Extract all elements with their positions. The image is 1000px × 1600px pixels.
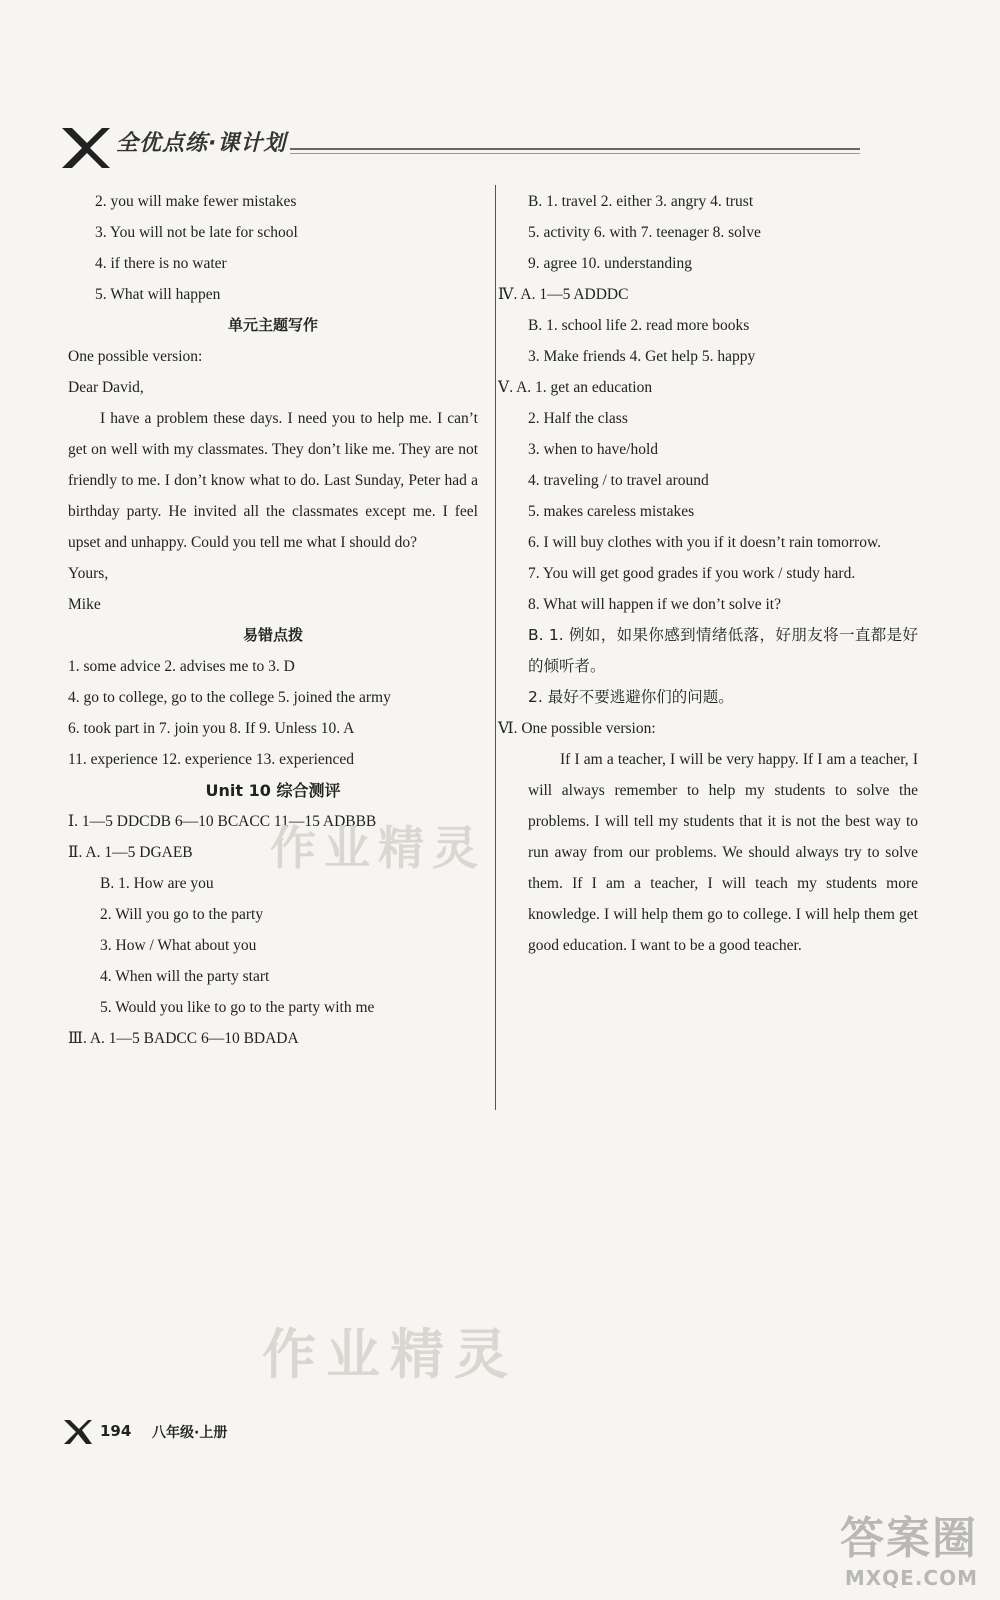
answer-line: 9. agree 10. understanding <box>528 255 692 272</box>
site-watermark-text: 答案圈 <box>840 1513 978 1564</box>
errors-line: 4. go to college, go to the college 5. joined the army <box>68 689 391 706</box>
section-2b-line: 2. Will you go to the party <box>100 906 264 923</box>
right-column <box>498 186 918 961</box>
essay-body: If I am a teacher, I will be very happy. If I am a teacher, I will always remember to help my students to solve the problems. I will tell my students that it is not the best way to run away from our problems. We should always try to solve them. If I am a teacher, I will teach my students more knowledge. I will help them go to college. I will help them get good education. I want to be a good teacher. <box>528 751 918 954</box>
watermark-mid: 作业精灵 <box>270 821 486 875</box>
header-rule-thin <box>290 153 860 154</box>
brand-logo-icon <box>60 124 112 172</box>
section-2b-line: 5. Would you like to go to the party with me <box>100 999 375 1016</box>
section-2b-line: 3. How / What about you <box>100 937 257 954</box>
section-3: Ⅲ. A. 1—5 BADCC 6—10 BDADA <box>68 1030 299 1047</box>
writing-heading: 单元主题写作 <box>227 316 318 334</box>
header-rule <box>290 148 860 150</box>
letter-salutation: Dear David, <box>68 379 144 396</box>
section-2a: Ⅱ. A. 1—5 DGAEB <box>68 844 193 861</box>
section-2b-line: 4. When will the party start <box>100 968 270 985</box>
section-5-line: 4. traveling / to travel around <box>528 472 709 489</box>
section-5a: Ⅴ. A. 1. get an education <box>498 379 653 396</box>
errors-heading: 易错点拨 <box>242 626 303 644</box>
watermark-low: 作业精灵 <box>262 1323 518 1386</box>
section-5b-translation: B. 1. 例如，如果你感到情绪低落，好朋友将一直都是好的倾听者。 <box>528 626 918 675</box>
section-4b-line: 3. Make friends 4. Get help 5. happy <box>528 348 756 365</box>
answer-line: 4. if there is no water <box>95 255 227 272</box>
section-4a: Ⅳ. A. 1—5 ADDDC <box>498 286 629 303</box>
book-title: 全优点练·课计划 <box>116 131 287 156</box>
footer-logo-icon <box>62 1418 94 1446</box>
letter-signature: Mike <box>68 596 101 613</box>
section-5-line: 6. I will buy clothes with you if it doesn’t rain tomorrow. <box>528 534 882 551</box>
answer-line: 2. you will make fewer mistakes <box>95 193 297 210</box>
site-watermark <box>840 1502 978 1590</box>
section-4b-line: B. 1. school life 2. read more books <box>528 317 750 334</box>
section-5-line: 5. makes careless mistakes <box>528 503 695 520</box>
section-5-line: 8. What will happen if we don’t solve it? <box>528 596 781 613</box>
letter-body: I have a problem these days. I need you to help me. I can’t get on well with my classmates. They don’t like me. They are not friendly to me. I don’t know what to do. Last Sunday, Peter had a birthday party. He invited all the classmates except me. I feel upset and unhappy. Could you tell me what I should do? <box>68 410 478 551</box>
section-5-line: 2. Half the class <box>528 410 628 427</box>
section-2b-line: B. 1. How are you <box>100 875 214 892</box>
grade-label: 八年级·上册 <box>152 1425 228 1441</box>
section-1: Ⅰ. 1—5 DDCDB 6—10 BCACC 11—15 ADBBB <box>68 813 377 830</box>
errors-line: 6. took part in 7. join you 8. If 9. Unless 10. A <box>68 720 355 737</box>
section-5b-translation: 2. 最好不要逃避你们的问题。 <box>528 688 734 706</box>
answer-line: B. 1. travel 2. either 3. angry 4. trust <box>528 193 754 210</box>
section-5-line: 3. when to have/hold <box>528 441 659 458</box>
errors-line: 1. some advice 2. advises me to 3. D <box>68 658 295 675</box>
answer-line: 5. What will happen <box>95 286 221 303</box>
errors-line: 11. experience 12. experience 13. experienced <box>68 751 355 768</box>
answer-line: 3. You will not be late for school <box>95 224 298 241</box>
column-divider <box>495 185 496 1110</box>
section-5-line: 7. You will get good grades if you work / study hard. <box>528 565 856 582</box>
site-watermark-url: MXQE.COM <box>844 1566 978 1590</box>
page-number: 194 <box>100 1422 132 1440</box>
answer-line: 5. activity 6. with 7. teenager 8. solve <box>528 224 761 241</box>
section-6: Ⅵ. One possible version: <box>498 720 656 737</box>
left-column <box>68 186 478 1054</box>
page-header <box>60 118 860 178</box>
unit-heading: Unit 10 综合测评 <box>205 781 341 800</box>
version-label: One possible version: <box>68 348 203 365</box>
letter-closing: Yours, <box>68 565 109 582</box>
